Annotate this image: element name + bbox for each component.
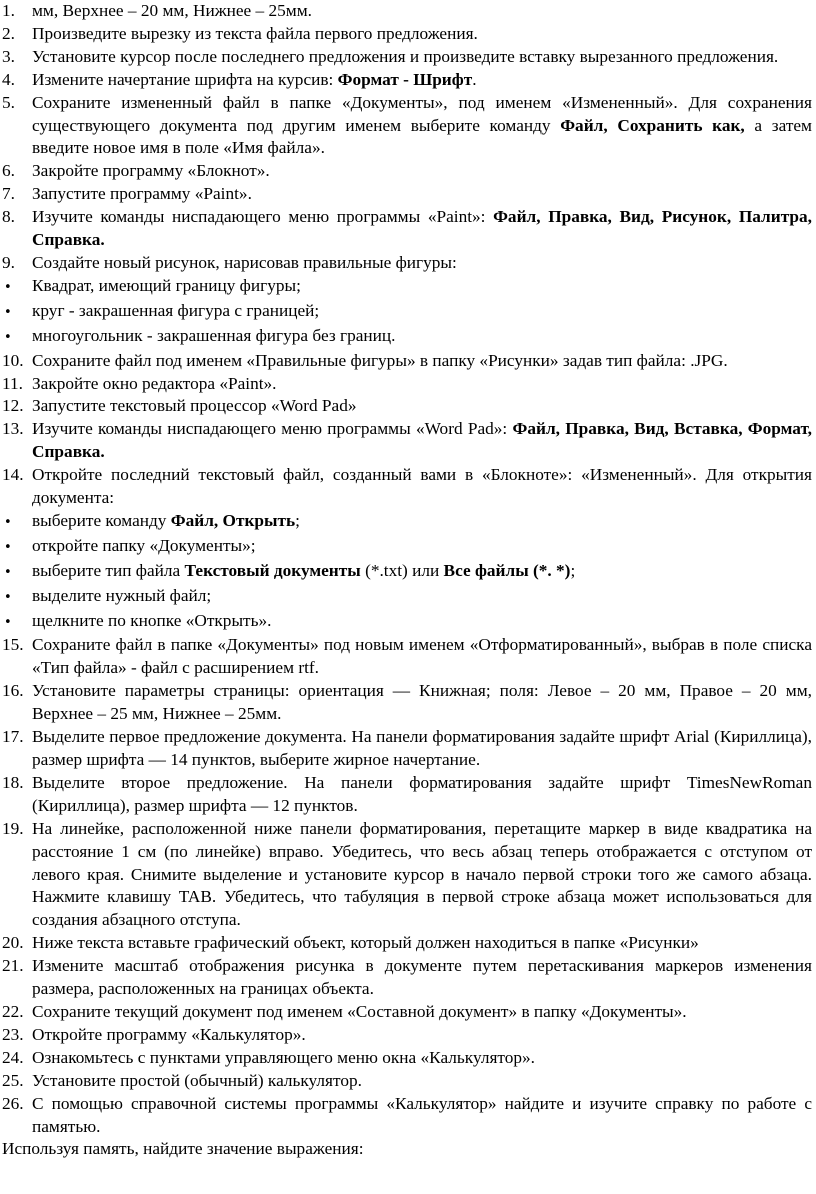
text-run: Сохраните файл под именем «Правильные фигуры» в папку «Рисунки» задав тип файла: .JPG. — [32, 350, 728, 370]
bullet-item — [2, 275, 812, 300]
item-number: 22. — [2, 1001, 24, 1021]
item-text — [32, 92, 812, 161]
bold-text: Все файлы (*. *) — [443, 560, 571, 580]
text-run: Изучите команды ниспадающего меню программы «Paint»: — [32, 207, 494, 227]
text-run: Закройте окно редактора «Paint». — [32, 373, 277, 393]
item-number: 1. — [2, 1, 15, 20]
text-run: Сохраните измененный файл в папке «Документы», под именем «Измененный». Для сохранения существующего документа под другим именем выберите команду — [32, 92, 812, 135]
list-item — [2, 0, 812, 23]
text-run: Установите параметры страницы: ориентация — Книжная; поля: Левое – 20 мм, Правое – 20 мм, Верхнее – 25 мм, Нижнее – 25мм. — [32, 681, 812, 724]
text-run: Ниже текста вставьте графический объект, который должен находиться в папке «Рисунки» — [32, 933, 699, 953]
item-number: 3. — [2, 46, 15, 66]
list-item — [2, 92, 812, 161]
list-item — [2, 206, 812, 252]
text-run: Запустите текстовый процессор «Word Pad» — [32, 396, 357, 416]
text-run: Ознакомьтесь с пунктами управляющего меню окна «Калькулятор». — [32, 1047, 535, 1067]
text-run: Откройте последний текстовый файл, созданный вами в «Блокноте»: «Измененный». Для открытия документа: — [32, 465, 812, 508]
item-number: 25. — [2, 1070, 24, 1090]
item-number: 7. — [2, 184, 15, 204]
bullet-icon — [2, 325, 32, 350]
item-text — [32, 818, 812, 933]
text-run: С помощью справочной системы программы «Калькулятор» найдите и изучите справку по работе с памятью. — [32, 1093, 812, 1136]
item-text — [32, 0, 812, 23]
list-item — [2, 772, 812, 818]
item-text — [32, 1093, 812, 1139]
bullet-icon — [2, 560, 32, 585]
bullet-item — [2, 510, 812, 535]
item-text — [32, 726, 812, 772]
item-text — [32, 395, 812, 418]
text-run: выберите тип файла — [32, 560, 185, 580]
item-text — [32, 418, 812, 464]
list-item — [2, 464, 812, 510]
list-item — [2, 634, 812, 680]
list-item — [2, 955, 812, 1001]
list-item — [2, 46, 812, 69]
list-item — [2, 418, 812, 464]
item-number: 20. — [2, 933, 24, 953]
item-text — [32, 183, 812, 206]
bullet-text — [32, 275, 812, 300]
item-number: 16. — [2, 681, 24, 701]
list-item — [2, 373, 812, 396]
bold-text: Файл, Открыть — [170, 510, 296, 530]
item-text — [32, 932, 812, 955]
item-number: 5. — [2, 92, 15, 112]
text-run: Сохраните файл в папке «Документы» под новым именем «Отформатированный», выбрав в поле списка «Тип файла» - файл с расширением rtf. — [32, 635, 812, 678]
instruction-list — [2, 0, 812, 1138]
item-number: 8. — [2, 207, 15, 227]
text-run: Сохраните текущий документ под именем «Составной документ» в папку «Документы». — [32, 1001, 687, 1021]
bullet-item — [2, 325, 812, 350]
item-number: 26. — [2, 1093, 24, 1113]
item-number: 19. — [2, 818, 24, 838]
item-number: 17. — [2, 727, 24, 747]
text-run: а затем введите новое имя в поле «Имя файла». — [32, 115, 812, 158]
bullet-item — [2, 535, 812, 560]
bold-text: Формат - Шрифт — [337, 69, 473, 89]
list-item — [2, 23, 812, 46]
text-run: ; — [570, 560, 576, 580]
item-number: 14. — [2, 465, 24, 485]
text-run: Запустите программу «Paint». — [32, 184, 252, 204]
bullet-item — [2, 610, 812, 635]
text-run: многоугольник - закрашенная фигура без границ. — [32, 325, 396, 345]
bold-text: Текстовый документы — [184, 560, 361, 580]
list-item — [2, 252, 812, 275]
list-item — [2, 818, 812, 933]
text-run: Выделите первое предложение документа. На панели форматирования задайте шрифт Arial (Кириллица), размер шрифта — 14 пунктов, выберите жирное начертание. — [32, 727, 812, 769]
text-run: Создайте новый рисунок, нарисовав правильные фигуры: — [32, 252, 457, 272]
text-run: На линейке, расположенной ниже панели форматирования, перетащите маркер в виде квадратика на расстояние 1 см (по линейке) вправо. Убедитесь, что весь абзац теперь отображается с отступом от левого края. Снимите выделение и установите курсор в начало первой строки того же самого абзаца. Нажмите клавишу TAB. Убедитесь, что табуляция в первой строке абзаца может использоваться для создания абзацного отступа. — [32, 818, 812, 930]
item-text — [32, 350, 812, 373]
item-text — [32, 634, 812, 680]
item-text — [32, 1070, 812, 1093]
text-run: Закройте программу «Блокнот». — [32, 161, 270, 181]
item-number: 2. — [2, 23, 15, 43]
bullet-icon — [2, 535, 32, 560]
item-number: 10. — [2, 350, 24, 370]
text-run: Измените начертание шрифта на курсив: — [32, 69, 338, 89]
list-item — [2, 1024, 812, 1047]
bullet-text — [32, 300, 812, 325]
item-number: 12. — [2, 396, 24, 416]
item-text — [32, 1047, 812, 1070]
text-run: щелкните по кнопке «Открыть». — [32, 610, 272, 630]
text-run: круг - закрашенная фигура с границей; — [32, 300, 320, 320]
list-item — [2, 1047, 812, 1070]
bullet-text — [32, 325, 812, 350]
item-number: 24. — [2, 1047, 24, 1067]
text-run: Квадрат, имеющий границу фигуры; — [32, 275, 301, 295]
bullet-item — [2, 300, 812, 325]
item-text — [32, 1024, 812, 1047]
list-item — [2, 932, 812, 955]
text-run: Выделите второе предложение. На панели форматирования задайте шрифт TimesNewRoman (Кириллица), размер шрифта — 12 пунктов. — [32, 772, 812, 815]
item-text — [32, 160, 812, 183]
list-item — [2, 726, 812, 772]
text-run: выберите команду — [32, 510, 171, 530]
text-run: (*.txt) или — [360, 560, 444, 580]
list-item — [2, 350, 812, 373]
item-text — [32, 464, 812, 510]
item-number: 15. — [2, 635, 24, 655]
final-line: Используя память, найдите значение выражения: — [2, 1139, 364, 1159]
item-number: 13. — [2, 419, 24, 439]
bold-text: Файл, Сохранить как, — [560, 115, 745, 135]
bullet-text — [32, 610, 812, 635]
item-number: 23. — [2, 1024, 24, 1044]
item-number: 18. — [2, 772, 24, 792]
item-text — [32, 23, 812, 46]
list-item — [2, 680, 812, 726]
item-text — [32, 252, 812, 275]
text-run: . — [472, 69, 477, 89]
item-number: 4. — [2, 69, 15, 89]
text-run: Установите курсор после последнего предложения и произведите вставку вырезанного предложения. — [32, 46, 779, 66]
text-run: мм, Верхнее – 20 мм, Нижнее – 25мм. — [32, 1, 312, 20]
bullet-text — [32, 585, 812, 610]
text-run: выделите нужный файл; — [32, 585, 212, 605]
item-text — [32, 955, 812, 1001]
item-number: 21. — [2, 956, 24, 976]
bullet-item — [2, 560, 812, 585]
bullet-icon — [2, 300, 32, 325]
text-run: ; — [295, 510, 300, 530]
bold-text: Файл, Правка, Вид, Вставка, Формат, Справка. — [32, 419, 812, 462]
bullet-icon — [2, 510, 32, 535]
text-run: Произведите вырезку из текста файла первого предложения. — [32, 23, 478, 43]
item-text — [32, 772, 812, 818]
item-text — [32, 206, 812, 252]
bullet-text — [32, 560, 812, 585]
text-run: откройте папку «Документы»; — [32, 535, 256, 555]
list-item — [2, 395, 812, 418]
bullet-icon — [2, 275, 32, 300]
bullet-text — [32, 510, 812, 535]
list-item — [2, 1093, 812, 1139]
list-item — [2, 1001, 812, 1024]
item-number: 9. — [2, 252, 15, 272]
list-item — [2, 183, 812, 206]
text-run: Откройте программу «Калькулятор». — [32, 1024, 306, 1044]
list-item — [2, 1070, 812, 1093]
item-text — [32, 373, 812, 396]
item-text — [32, 46, 812, 69]
item-text — [32, 680, 812, 726]
text-run: Установите простой (обычный) калькулятор. — [32, 1070, 362, 1090]
list-item — [2, 69, 812, 92]
item-text — [32, 1001, 812, 1024]
text-run: Измените масштаб отображения рисунка в документе путем перетаскивания маркеров изменения размера, расположенных на границах объекта. — [32, 956, 812, 999]
item-number: 11. — [2, 373, 23, 393]
text-run: Изучите команды ниспадающего меню программы «Word Pad»: — [32, 419, 513, 439]
list-item — [2, 160, 812, 183]
bullet-icon — [2, 585, 32, 610]
bold-text: Файл, Правка, Вид, Рисунок, Палитра, Справка. — [32, 207, 812, 250]
bullet-text — [32, 535, 812, 560]
item-number: 6. — [2, 161, 15, 181]
bullet-icon — [2, 610, 32, 635]
item-text — [32, 69, 812, 92]
bullet-item — [2, 585, 812, 610]
